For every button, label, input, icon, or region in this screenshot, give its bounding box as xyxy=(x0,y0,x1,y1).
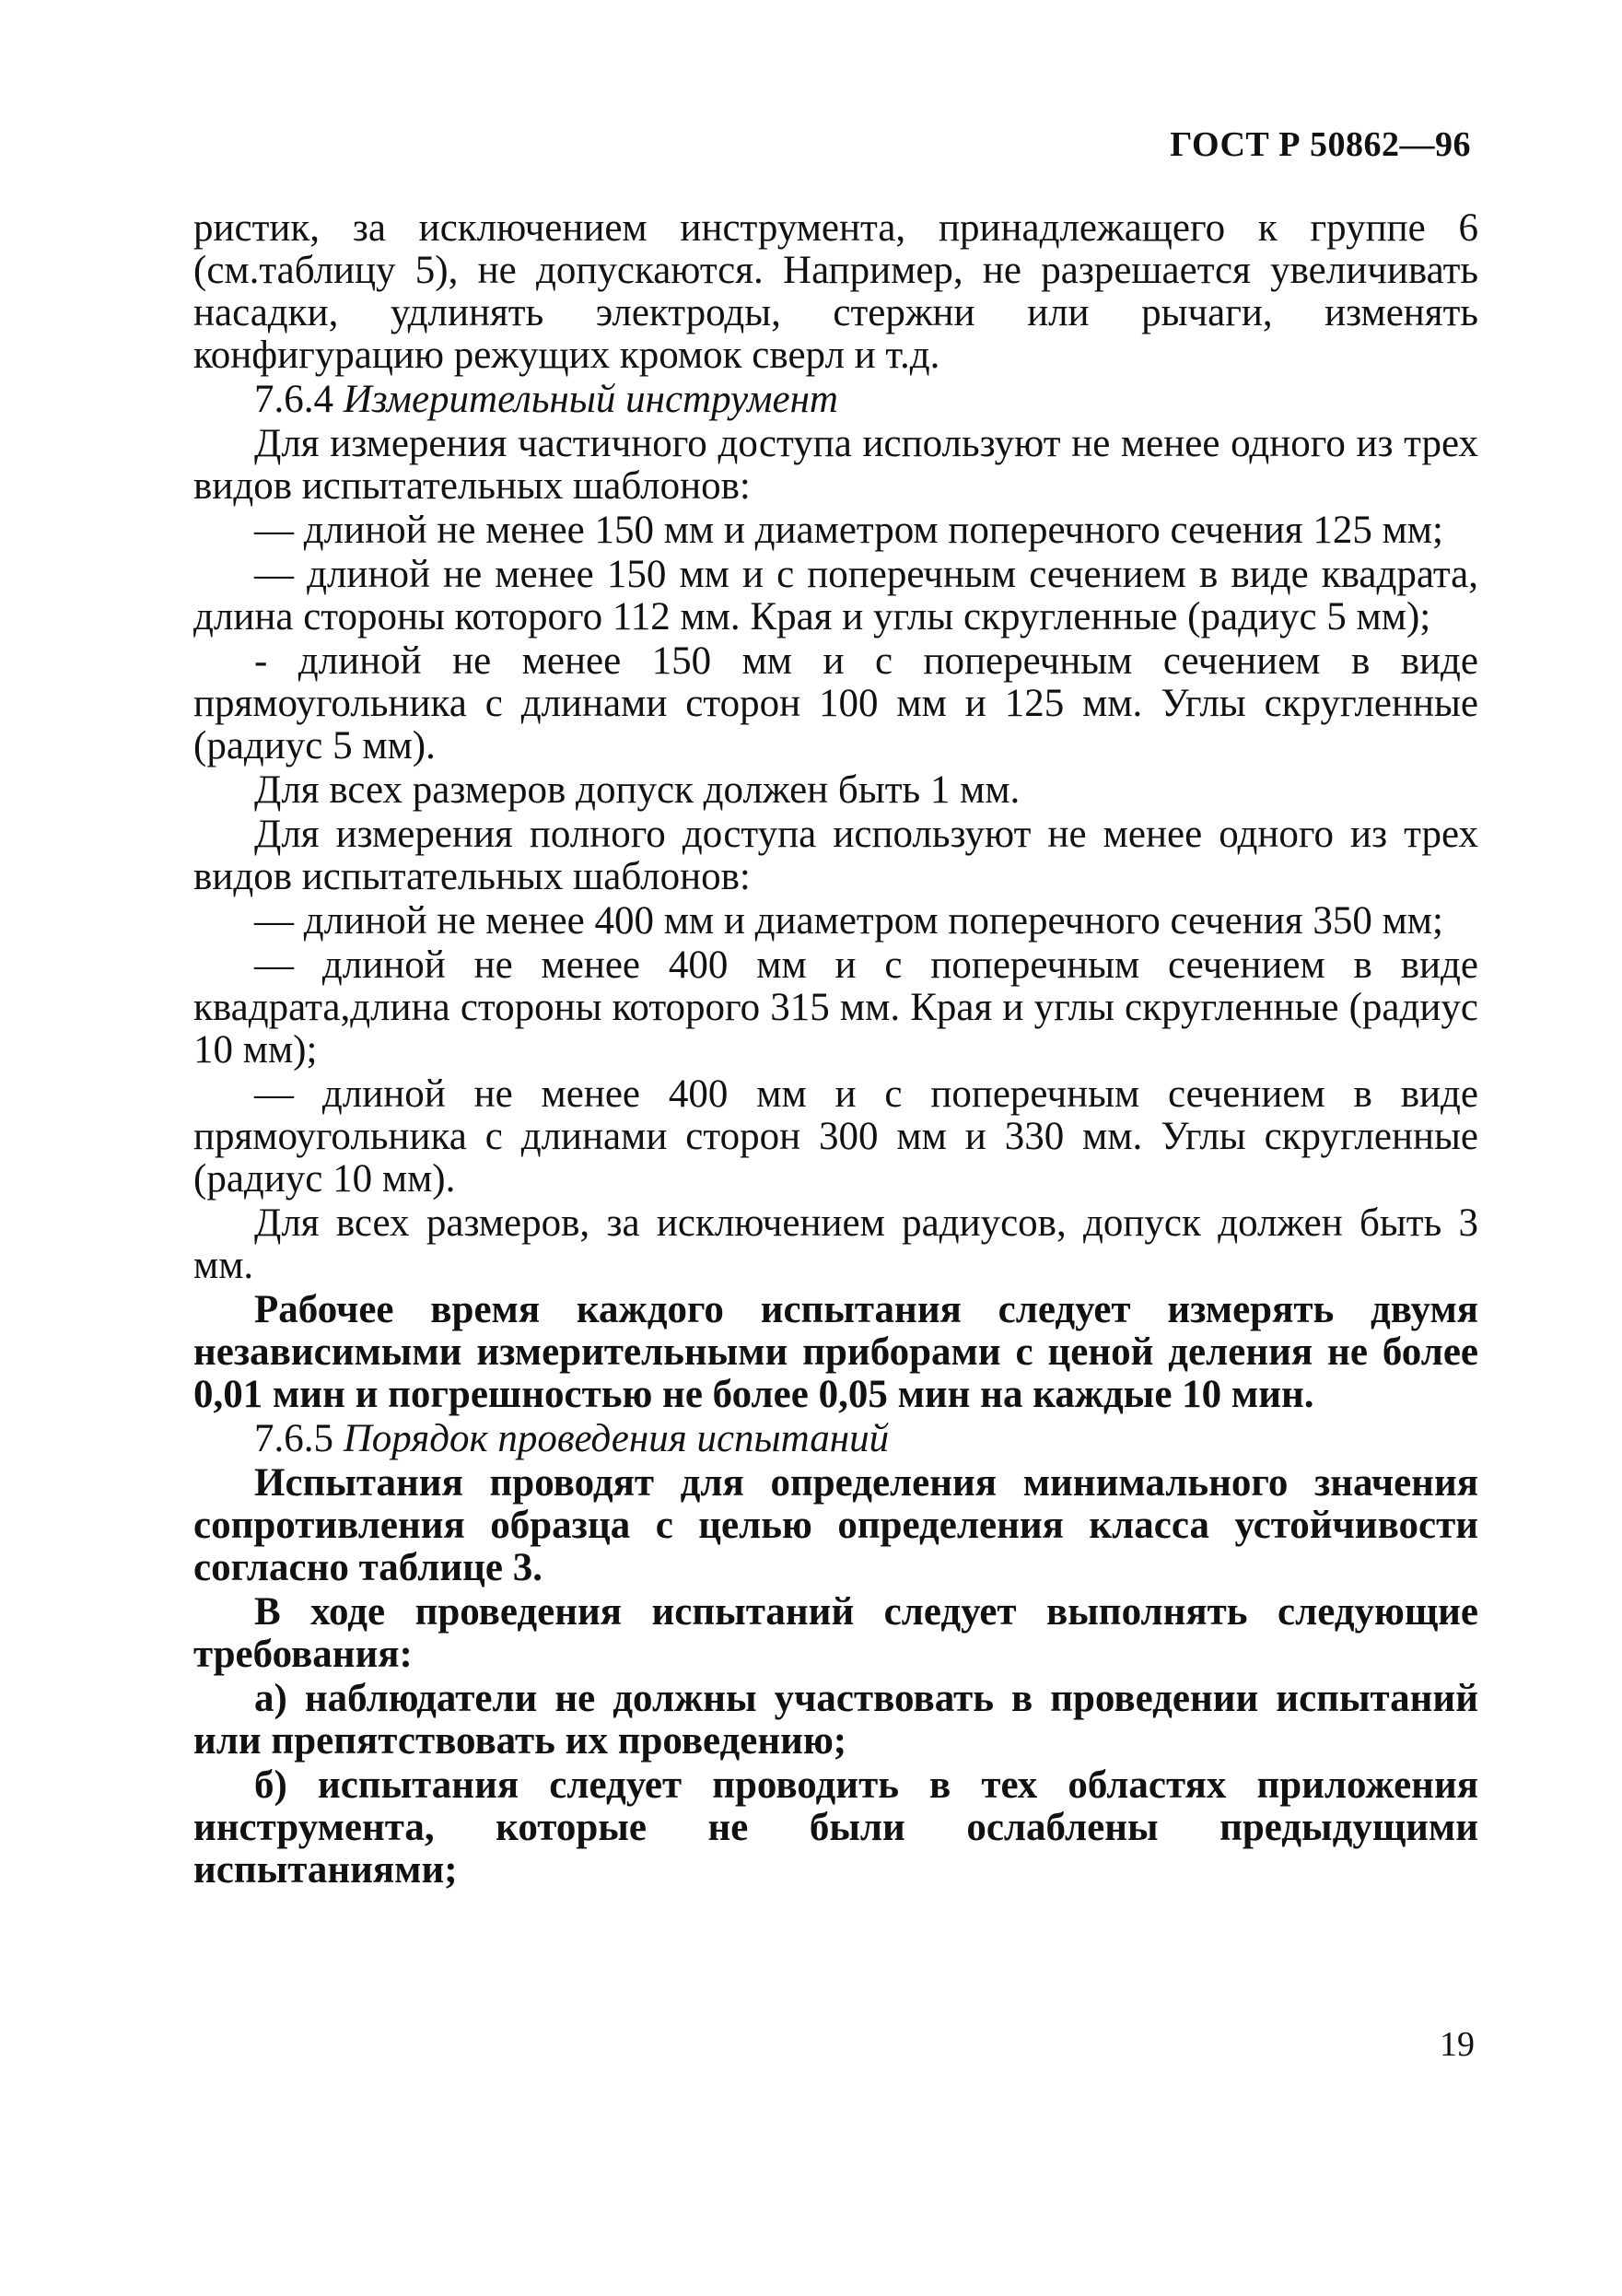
list-item: б) испытания следует проводить в тех областях приложения инструмента, которые не были ослаблены предыдущими испытаниями; xyxy=(193,1763,1478,1892)
page-number: 19 xyxy=(1440,2025,1475,2064)
section-number: 7.6.5 xyxy=(254,1417,333,1460)
section-heading xyxy=(193,379,1478,421)
paragraph: ристик, за исключением инструмента, принадлежащего к группе 6 (см.таблицу 5), не допускаются. Например, не разрешается увеличивать насадки, удлинять электроды, стержни или рычаги, изменять конфигурацию режущих кромок сверл и т.д. xyxy=(193,206,1478,377)
document-header: ГОСТ Р 50862—96 xyxy=(1170,125,1471,164)
list-item: — длиной не менее 400 мм и с поперечным сечением в виде квадрата,длина стороны которого 315 мм. Края и углы скругленные (радиус 10 мм); xyxy=(193,943,1478,1072)
paragraph: Для измерения полного доступа используют не менее одного из трех видов испытательных шаблонов: xyxy=(193,813,1478,898)
list-item: — длиной не менее 150 мм и диаметром поперечного сечения 125 мм; xyxy=(254,509,1443,552)
section-number: 7.6.4 xyxy=(254,378,333,421)
paragraph: Для всех размеров допуск должен быть 1 мм. xyxy=(254,768,1021,812)
section-title: Порядок проведения испытаний xyxy=(343,1417,890,1460)
section-heading xyxy=(193,1418,1478,1460)
list-item: — длиной не менее 400 мм и с поперечным сечением в виде прямоугольника с длинами сторон 300 мм и 330 мм. Углы скругленные (радиус 10 мм). xyxy=(193,1072,1478,1201)
section-title: Измерительный инструмент xyxy=(343,378,838,421)
paragraph: В ходе проведения испытаний следует выполнять следующие требования: xyxy=(193,1590,1478,1676)
paragraph: Для измерения частичного доступа используют не менее одного из трех видов испытательных шаблонов: xyxy=(193,422,1478,508)
document-body xyxy=(193,207,1478,1893)
paragraph: Рабочее время каждого испытания следует измерять двумя независимыми измерительными приборами с ценой деления не более 0,01 мин и погрешностью не более 0,05 мин на каждые 10 мин. xyxy=(193,1288,1478,1416)
list-item: — длиной не менее 150 мм и с поперечным сечением в виде квадрата, длина стороны которого 112 мм. Края и углы скругленные (радиус 5 мм); xyxy=(193,553,1478,638)
paragraph: Испытания проводят для определения минимального значения сопротивления образца с целью определения класса устойчивости согласно таблице 3. xyxy=(193,1461,1478,1589)
list-item: — длиной не менее 400 мм и диаметром поперечного сечения 350 мм; xyxy=(254,899,1443,943)
list-item: а) наблюдатели не должны участвовать в проведении испытаний или препятствовать их проведению; xyxy=(193,1677,1478,1763)
list-item: - длиной не менее 150 мм и с поперечным сечением в виде прямоугольника с длинами сторон 100 мм и 125 мм. Углы скругленные (радиус 5 мм). xyxy=(193,639,1478,767)
paragraph: Для всех размеров, за исключением радиусов, допуск должен быть 3 мм. xyxy=(193,1201,1478,1287)
